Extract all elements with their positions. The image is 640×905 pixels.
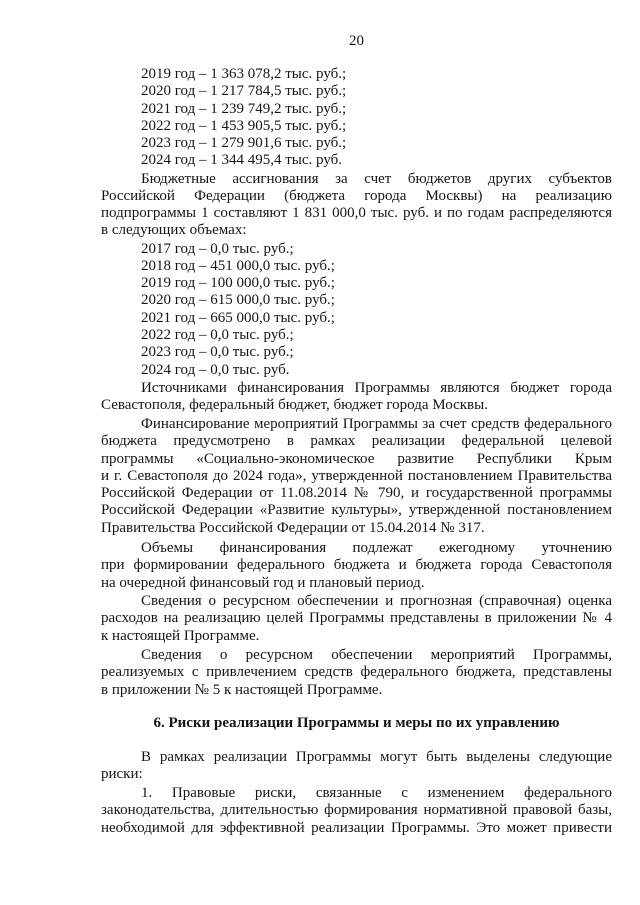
paragraph-line: риски: xyxy=(101,766,143,783)
paragraph-line: на очередной финансовый год и плановый период. xyxy=(101,574,425,591)
list-item: 2020 год – 615 000,0 тыс. руб.; xyxy=(141,292,335,309)
section-6-intro-paragraph xyxy=(101,749,612,784)
amounts-by-year-list-1 xyxy=(101,66,612,170)
list-item: 2022 год – 0,0 тыс. руб.; xyxy=(141,326,294,343)
paragraph-line: Сведения о ресурсном обеспечении мероприятий Программы, xyxy=(141,647,612,663)
paragraph-line: Российской Федерации (бюджета города Москвы) на реализацию xyxy=(101,187,612,204)
list-item: 2020 год – 1 217 784,5 тыс. руб.; xyxy=(141,83,347,100)
paragraph-line: 1. Правовые риски, связанные с изменением федерального xyxy=(141,785,612,801)
paragraph-line: Правительства Российской Федерации от 15.04.2014 № 317. xyxy=(101,519,485,536)
list-item: 2023 год – 1 279 901,6 тыс. руб.; xyxy=(141,135,347,152)
paragraph-line: Российской Федерации от 11.08.2014 № 790, и государственной программы xyxy=(101,485,612,502)
list-item: 2019 год – 1 363 078,2 тыс. руб.; xyxy=(141,66,347,82)
paragraph-line: Сведения о ресурсном обеспечении и прогнозная (справочная) оценка xyxy=(141,593,612,609)
paragraph-line: необходимой для эффективной реализации Программы. Это может привести xyxy=(101,819,612,836)
paragraph-line: расходов на реализацию целей Программы представлены в приложении № 4 xyxy=(101,610,612,627)
paragraph-line: Объемы финансирования подлежат ежегодному уточнению xyxy=(141,540,612,556)
paragraph-line: при формировании федерального бюджета и бюджета города Севастополя xyxy=(101,557,612,574)
list-item: 2024 год – 0,0 тыс. руб. xyxy=(141,361,290,378)
paragraph-line: законодательства, длительностью формирования нормативной правовой базы, xyxy=(101,802,612,819)
list-item: 2022 год – 1 453 905,5 тыс. руб.; xyxy=(141,117,347,134)
legal-risks-paragraph xyxy=(101,785,612,837)
list-item: 2023 год – 0,0 тыс. руб.; xyxy=(141,344,294,361)
annual-adjustment-paragraph xyxy=(101,540,612,592)
paragraph-line: Источниками финансирования Программы являются бюджет города xyxy=(141,380,612,396)
paragraph-line: в следующих объемах: xyxy=(101,222,247,239)
page-number-block xyxy=(101,33,612,50)
moscow-budget-paragraph xyxy=(101,171,612,240)
paragraph-line: и г. Севастополя до 2024 года», утвержденной постановлением Правительства xyxy=(101,467,612,484)
paragraph-line: реализуемых с привлечением средств федерального бюджета, представлены xyxy=(101,664,612,681)
list-item: 2018 год – 451 000,0 тыс. руб.; xyxy=(141,257,335,274)
federal-funding-paragraph xyxy=(101,416,612,537)
paragraph-line: В рамках реализации Программы могут быть выделены следующие xyxy=(141,749,612,765)
paragraph-line: в приложении № 5 к настоящей Программе. xyxy=(101,681,383,698)
section-heading: 6. Риски реализации Программы и меры по их управлению xyxy=(153,715,560,731)
paragraph-line: к настоящей Программе. xyxy=(101,627,260,644)
paragraph-line: программы «Социально-экономическое развитие Республики Крым xyxy=(101,450,612,467)
list-item: 2017 год – 0,0 тыс. руб.; xyxy=(141,240,294,257)
paragraph-line: Российской Федерации «Развитие культуры», утвержденной постановлением xyxy=(101,502,612,519)
page-number: 20 xyxy=(349,33,364,49)
amounts-by-year-list-2 xyxy=(101,241,612,379)
appendix-4-paragraph xyxy=(101,593,612,645)
funding-sources-paragraph xyxy=(101,380,612,415)
list-item: 2021 год – 1 239 749,2 тыс. руб.; xyxy=(141,100,347,117)
paragraph-line: Бюджетные ассигнования за счет бюджетов других субъектов xyxy=(141,170,612,187)
list-item: 2024 год – 1 344 495,4 тыс. руб. xyxy=(141,152,343,169)
paragraph-line: бюджета предусмотрено в рамках реализации федеральной целевой xyxy=(101,433,612,450)
list-item: 2021 год – 665 000,0 тыс. руб.; xyxy=(141,309,335,326)
appendix-5-paragraph xyxy=(101,647,612,699)
paragraph-line: Севастополя, федеральный бюджет, бюджет города Москвы. xyxy=(101,397,488,414)
list-item: 2019 год – 100 000,0 тыс. руб.; xyxy=(141,275,335,292)
paragraph-line: Финансирование мероприятий Программы за счет средств федерального xyxy=(141,416,612,432)
section-6-heading-block xyxy=(101,715,612,732)
paragraph-line: подпрограммы 1 составляют 1 831 000,0 тыс. руб. и по годам распределяются xyxy=(101,205,612,222)
